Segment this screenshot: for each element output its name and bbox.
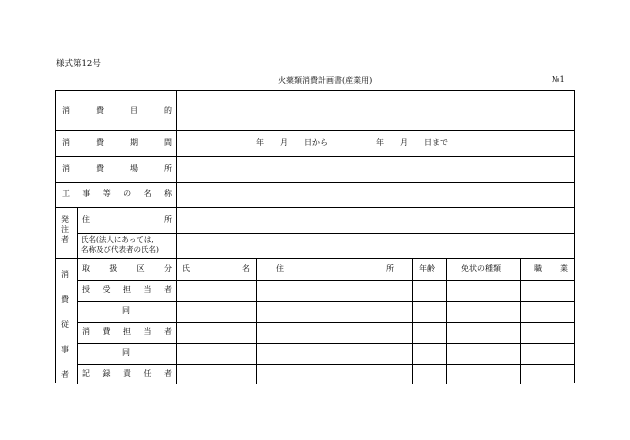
period-label <box>62 138 172 148</box>
label-glyph: 当 <box>143 285 152 294</box>
label-glyph: 氏 <box>182 264 190 273</box>
row-divider <box>77 301 574 302</box>
label-glyph: 者 <box>164 327 172 336</box>
label-glyph: 者 <box>164 285 172 294</box>
row-divider <box>56 130 574 131</box>
label-glyph: 任 <box>143 369 152 378</box>
label-glyph: 所 <box>164 164 172 173</box>
label-glyph: 間 <box>164 138 172 147</box>
role-receiver <box>82 285 172 295</box>
label-glyph: 録 <box>102 369 111 378</box>
label-glyph: 消 <box>82 327 90 336</box>
col-header-occupation <box>534 264 568 274</box>
col-header-age: 年齢 <box>419 264 435 273</box>
label-glyph: 目 <box>130 106 138 115</box>
column-divider <box>77 207 78 384</box>
role-ditto: 同 <box>122 348 130 357</box>
label-glyph: 住 <box>276 264 284 273</box>
workers-group-label: 消費従事者 <box>61 270 69 379</box>
label-glyph: 扱 <box>109 264 118 273</box>
period-to-text: 年 月 日まで <box>376 138 448 147</box>
period-from-text: 年 月 日から <box>256 138 328 147</box>
label-glyph: 費 <box>96 106 104 115</box>
orderer-name-label-line2: 名称及び代表者の氏名) <box>81 245 159 254</box>
column-divider <box>412 258 413 384</box>
purpose-label <box>62 106 172 116</box>
label-glyph: 分 <box>163 264 172 273</box>
label-glyph: 消 <box>62 164 70 173</box>
label-glyph: 担 <box>123 327 131 336</box>
label-glyph: 消 <box>62 106 70 115</box>
form-number-label: 様式第12号 <box>56 59 101 69</box>
label-glyph: 業 <box>560 264 568 273</box>
label-glyph: 称 <box>163 189 172 198</box>
label-glyph: 区 <box>136 264 145 273</box>
label-glyph: 取 <box>82 264 90 273</box>
role-consumer <box>82 327 172 337</box>
label-glyph: 名 <box>242 264 250 273</box>
col-header-name <box>182 264 250 274</box>
row-divider <box>56 207 574 208</box>
col-header-license: 免状の種類 <box>461 264 501 273</box>
row-divider <box>77 322 574 323</box>
column-divider <box>520 258 521 384</box>
label-glyph: 費 <box>102 327 111 336</box>
label-glyph: 責 <box>123 369 131 378</box>
label-glyph: 等 <box>102 189 111 198</box>
label-glyph: 当 <box>143 327 152 336</box>
column-divider <box>446 258 447 384</box>
work-name-label <box>62 189 172 199</box>
label-glyph: 職 <box>534 264 542 273</box>
label-glyph: 費 <box>96 138 104 147</box>
row-divider <box>56 156 574 157</box>
label-glyph: 期 <box>130 138 138 147</box>
label-glyph: 者 <box>164 369 172 378</box>
label-glyph: 場 <box>130 164 138 173</box>
label-glyph: 担 <box>123 285 131 294</box>
place-label <box>62 164 172 174</box>
row-divider <box>56 258 574 259</box>
row-divider <box>77 233 574 234</box>
label-glyph: 消 <box>62 138 70 147</box>
label-glyph: 所 <box>386 264 394 273</box>
row-divider <box>77 364 574 365</box>
label-glyph: 記 <box>82 369 90 378</box>
document-number: №1 <box>552 75 565 84</box>
label-glyph: 工 <box>62 189 70 198</box>
orderer-address-label <box>82 215 172 225</box>
label-glyph: 住 <box>82 215 90 224</box>
label-glyph: 授 <box>82 285 90 294</box>
document-title: 火薬類消費計画書(産業用) <box>278 76 373 85</box>
row-divider <box>56 182 574 183</box>
role-ditto: 同 <box>122 306 130 315</box>
row-divider <box>77 343 574 344</box>
role-record-keeper <box>82 369 172 379</box>
consumption-plan-form <box>55 90 575 383</box>
col-header-category <box>82 264 172 274</box>
label-glyph: 所 <box>164 215 172 224</box>
column-divider <box>176 91 177 384</box>
col-header-address <box>276 264 394 274</box>
orderer-name-label-line1: 氏名(法人にあっては, <box>81 235 154 244</box>
label-glyph: 費 <box>96 164 104 173</box>
column-divider <box>256 258 257 384</box>
label-glyph: 受 <box>102 285 111 294</box>
label-glyph: 名 <box>143 189 152 198</box>
row-divider <box>77 280 574 281</box>
label-glyph: の <box>123 189 132 198</box>
orderer-group-label: 発注者 <box>61 215 69 244</box>
label-glyph: 事 <box>82 189 91 198</box>
label-glyph: 的 <box>164 106 172 115</box>
